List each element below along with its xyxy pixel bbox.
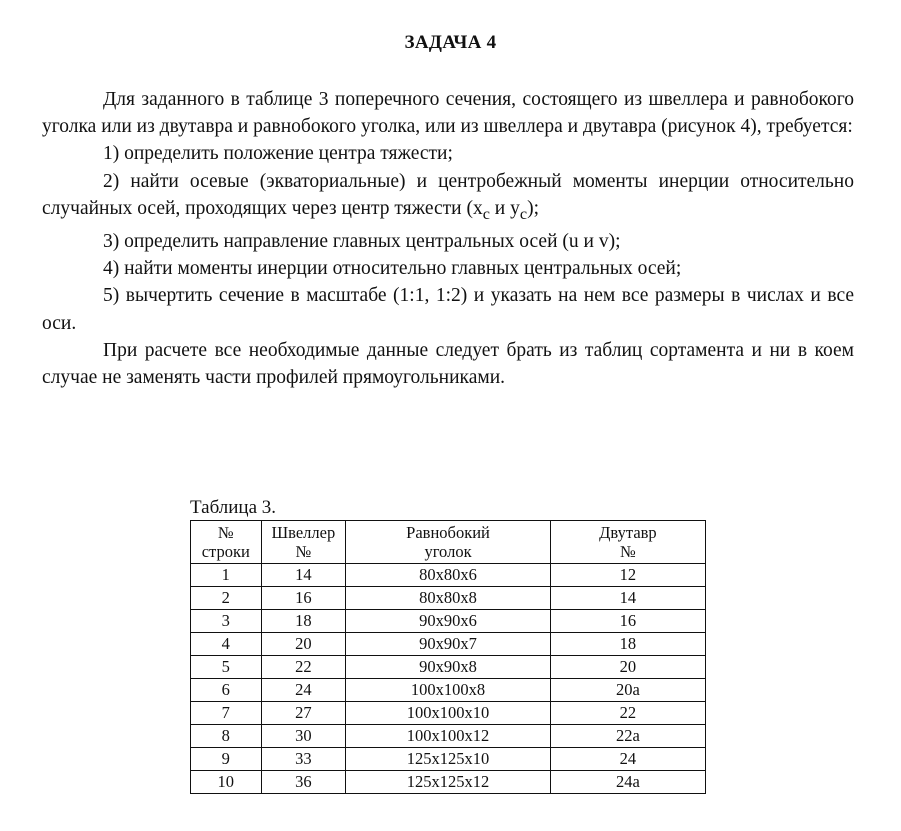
requirement-1: 1) определить положение центра тяжести; bbox=[103, 143, 453, 165]
cell-row-number: 7 bbox=[191, 702, 262, 725]
cell-channel: 33 bbox=[261, 748, 346, 771]
requirement-2-text: 2) найти осевые (экваториальные) и центробежный моменты инерции относительно случайных осей, проходящих через центр тяжести (x bbox=[42, 170, 854, 219]
subscript-c: c bbox=[482, 204, 490, 223]
header-equal-angle: Равнобокий уголок bbox=[346, 521, 551, 564]
table-row bbox=[191, 564, 706, 587]
cell-channel: 30 bbox=[261, 725, 346, 748]
cell-i-beam: 20a bbox=[550, 679, 705, 702]
cell-row-number: 6 bbox=[191, 679, 262, 702]
cell-i-beam: 24 bbox=[550, 748, 705, 771]
cell-channel: 20 bbox=[261, 633, 346, 656]
cell-i-beam: 14 bbox=[550, 587, 705, 610]
header-row-number: № строки bbox=[191, 521, 262, 564]
requirement-3: 3) определить направление главных центральных осей (u и v); bbox=[103, 230, 621, 252]
cell-channel: 24 bbox=[261, 679, 346, 702]
table-3-block bbox=[190, 496, 710, 794]
cell-i-beam: 24a bbox=[550, 771, 705, 794]
cell-i-beam: 22a bbox=[550, 725, 705, 748]
cell-i-beam: 12 bbox=[550, 564, 705, 587]
cell-equal-angle: 125x125x12 bbox=[346, 771, 551, 794]
task-description bbox=[42, 86, 854, 391]
requirement-4: 4) найти моменты инерции относительно главных центральных осей; bbox=[103, 258, 682, 280]
table-row bbox=[191, 656, 706, 679]
cell-row-number: 3 bbox=[191, 610, 262, 633]
cell-channel: 27 bbox=[261, 702, 346, 725]
cell-equal-angle: 90x90x6 bbox=[346, 610, 551, 633]
cell-equal-angle: 125x125x10 bbox=[346, 748, 551, 771]
cell-equal-angle: 100x100x12 bbox=[346, 725, 551, 748]
table-row bbox=[191, 610, 706, 633]
requirement-2-and: и y bbox=[489, 197, 520, 219]
cell-row-number: 8 bbox=[191, 725, 262, 748]
table-caption: Таблица 3. bbox=[190, 497, 277, 518]
table-row bbox=[191, 587, 706, 610]
cell-row-number: 9 bbox=[191, 748, 262, 771]
table-row bbox=[191, 771, 706, 794]
cell-i-beam: 18 bbox=[550, 633, 705, 656]
cell-equal-angle: 90x90x8 bbox=[346, 656, 551, 679]
requirement-5: 5) вычертить сечение в масштабе (1:1, 1:2) и указать на нем все размеры в числах и все оси. bbox=[42, 285, 854, 334]
header-channel: Швеллер № bbox=[261, 521, 346, 564]
cell-row-number: 1 bbox=[191, 564, 262, 587]
cell-channel: 16 bbox=[261, 587, 346, 610]
data-table bbox=[190, 520, 706, 794]
requirement-2 bbox=[42, 168, 854, 228]
cell-i-beam: 22 bbox=[550, 702, 705, 725]
intro-paragraph: Для заданного в таблице 3 поперечного сечения, состоящего из швеллера и равнобокого уголка или из двутавра и равнобокого уголка, или из швеллера и двутавра (рисунок 4), требуется: bbox=[42, 89, 854, 138]
cell-i-beam: 16 bbox=[550, 610, 705, 633]
table-row bbox=[191, 702, 706, 725]
calculation-note: При расчете все необходимые данные следует брать из таблиц сортамента и ни в коем случае не заменять части профилей прямоугольниками. bbox=[42, 339, 854, 388]
cell-equal-angle: 80x80x8 bbox=[346, 587, 551, 610]
task-title: ЗАДАЧА 4 bbox=[404, 32, 497, 53]
table-row bbox=[191, 679, 706, 702]
cell-i-beam: 20 bbox=[550, 656, 705, 679]
cell-row-number: 10 bbox=[191, 771, 262, 794]
cell-equal-angle: 100x100x8 bbox=[346, 679, 551, 702]
cell-equal-angle: 100x100x10 bbox=[346, 702, 551, 725]
table-row bbox=[191, 748, 706, 771]
cell-channel: 18 bbox=[261, 610, 346, 633]
cell-channel: 14 bbox=[261, 564, 346, 587]
table-header-row bbox=[191, 521, 706, 564]
header-i-beam: Двутавр № bbox=[550, 521, 705, 564]
cell-row-number: 2 bbox=[191, 587, 262, 610]
table-row bbox=[191, 725, 706, 748]
cell-row-number: 5 bbox=[191, 656, 262, 679]
cell-equal-angle: 90x90x7 bbox=[346, 633, 551, 656]
cell-row-number: 4 bbox=[191, 633, 262, 656]
requirement-2-end: ); bbox=[527, 197, 539, 219]
table-row bbox=[191, 633, 706, 656]
cell-channel: 22 bbox=[261, 656, 346, 679]
cell-channel: 36 bbox=[261, 771, 346, 794]
subscript-c: c bbox=[519, 204, 528, 223]
cell-equal-angle: 80x80x6 bbox=[346, 564, 551, 587]
